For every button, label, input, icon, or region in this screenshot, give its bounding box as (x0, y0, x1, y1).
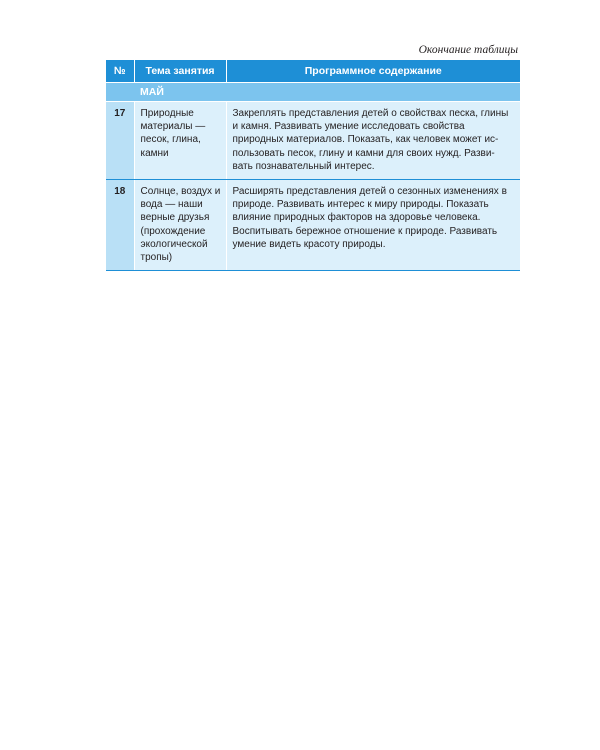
header-content: Программное содержание (226, 60, 520, 83)
section-label: МАЙ (134, 83, 520, 102)
row-topic: Природные материалы — песок, глина, камни (134, 102, 226, 180)
section-spacer (106, 83, 134, 102)
header-topic: Тема занятия (134, 60, 226, 83)
table-caption: Окончание таблицы (418, 44, 518, 56)
section-row (106, 83, 520, 102)
header-number: № (106, 60, 134, 83)
row-content: Закреплять представления детей о свойствах песка, глины и камня. Развивать умение исследовать свойства природных материалов. Показать, как человек может ис-пользовать песок, глину и камни для своих нужд. Разви-вать познавательный интерес. (226, 102, 520, 180)
row-number: 17 (106, 102, 134, 180)
row-number: 18 (106, 180, 134, 271)
table-header-row (106, 60, 520, 83)
row-content: Расширять представления детей о сезонных изменениях в природе. Развивать интерес к миру природы. Показать влияние природных факторов на здоровье человека. Воспитывать бережное отношение к природе. Развивать умение видеть красоту природы. (226, 180, 520, 271)
lesson-plan-table (106, 60, 520, 271)
table-row (106, 102, 520, 180)
table-row (106, 180, 520, 271)
row-topic: Солнце, воздух и вода — наши верные друзья (прохождение экологической тропы) (134, 180, 226, 271)
